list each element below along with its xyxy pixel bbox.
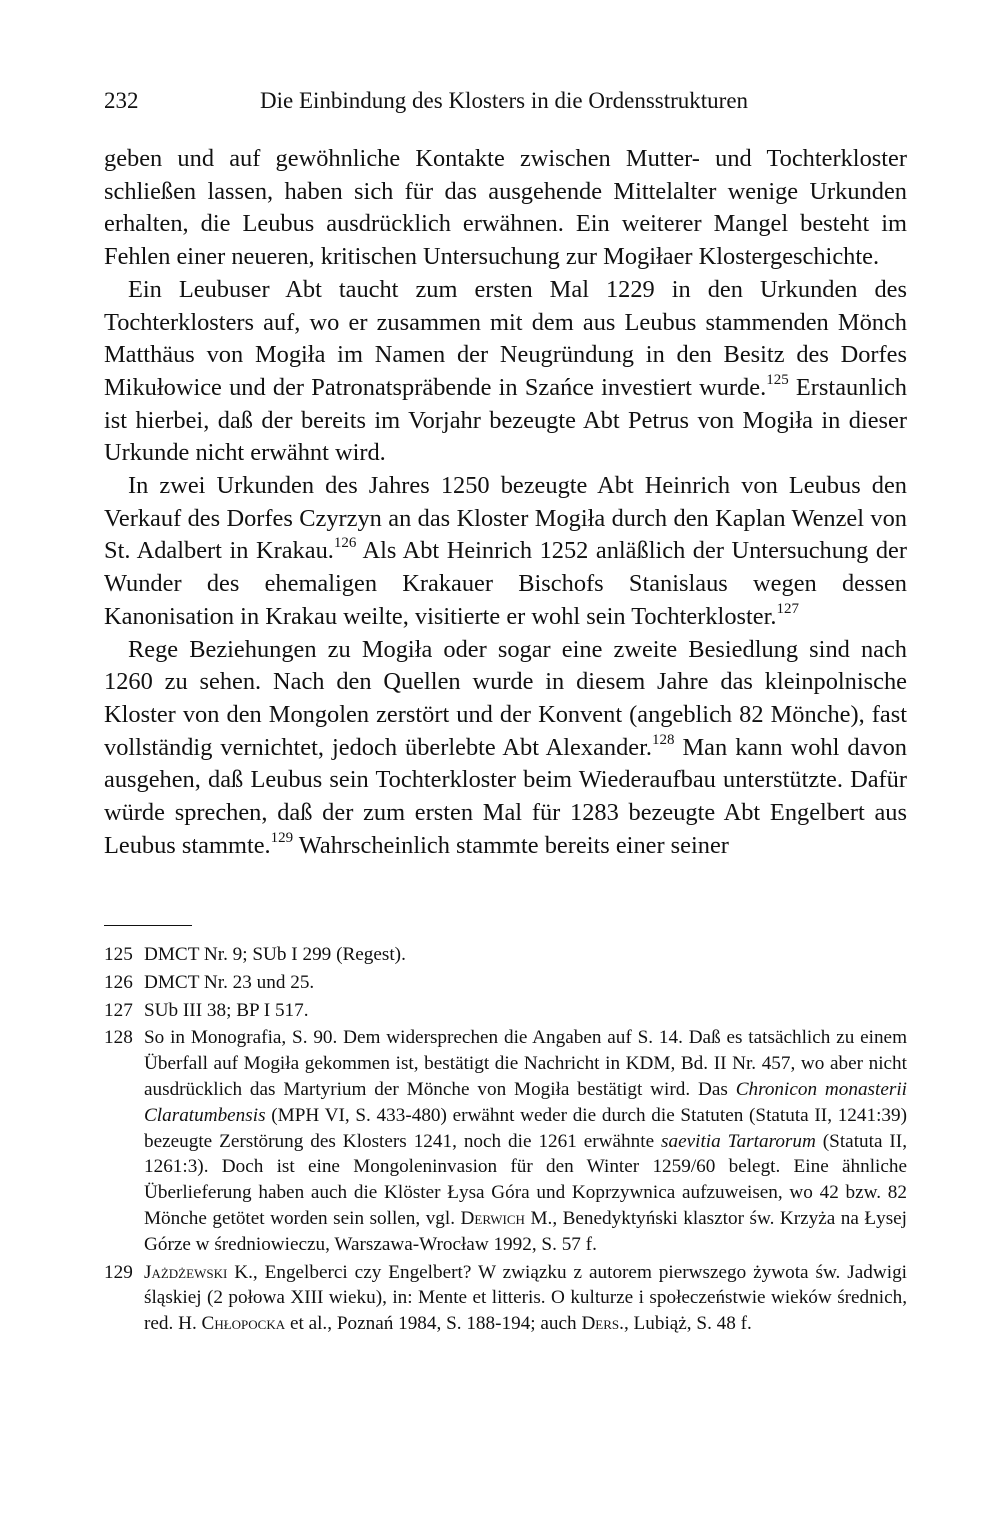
footnote-divider [104, 925, 192, 926]
paragraph-4-text-c: Wahrscheinlich stammte bereits einer seiner [293, 831, 729, 859]
footnote-author-name: Derwich [460, 1207, 525, 1229]
footnote-129 [104, 1260, 907, 1337]
footnote-ref-129[interactable]: 129 [270, 829, 294, 846]
footnote-ref-127[interactable]: 127 [776, 600, 799, 617]
paragraph-3 [104, 470, 907, 634]
footnote-text-d: M., Benedyktyński klasztor św. Krzyża na Łysej Górze w średniowieczu, Warszawa-Wrocław 1992, S. 57 f. [144, 1207, 908, 1255]
footnote-text-b: et al., Poznań 1984, S. 188-194; auch [285, 1313, 582, 1335]
paragraph-2 [104, 274, 907, 470]
footnote-text: DMCT Nr. 9; SUb I 299 (Regest). [144, 944, 406, 965]
footnote-text-a: So in Monografia, S. 90. Dem widersprechen die Angaben auf S. 14. Daß es tatsächlich zu einem Überfall auf Mogiła gekommen ist, bestätigt die Nachricht in KDM, Bd. II Nr. 457, wo aber nicht ausdrücklich das Martyrium der Mönche von Mogiła bestätigt wird. Das [144, 1027, 907, 1100]
paragraph-1 [104, 143, 907, 274]
footnote-ref-125[interactable]: 125 [766, 371, 789, 388]
footnote-editor-name: Chłopocka [201, 1313, 286, 1335]
paragraph-2-text-b: Erstaunlich ist hierbei, daß der bereits im Vorjahr bezeugte Abt Petrus von Mogiła in dieser Urkunde nicht erwähnt wird. [104, 373, 907, 467]
main-text [104, 143, 907, 862]
footnote-text-a: K., Engelberci czy Engelbert? W związku z autorem pierwszego żywota św. Jadwigi śląskiej (2 połowa XIII wieku), in: Mente et litteris. O kulturze i społeczeństwie wieków średnich, red. H. [144, 1261, 907, 1335]
footnote-author-ders: Ders. [581, 1313, 624, 1335]
footnotes [104, 942, 907, 1339]
footnote-italic-title: Chronicon monasterii Claratumbensis [144, 1078, 907, 1126]
footnote-number: 125 [104, 944, 133, 965]
running-title: Die Einbindung des Klosters in die Ordensstrukturen [260, 88, 749, 113]
footnote-text-b: (MPH VI, S. 433-480) erwähnt weder die durch die Statuten (Statuta II, 1241:39) bezeugte Zerstörung des Klosters 1241, noch die 1261 erwähnte [144, 1104, 907, 1152]
footnote-author-name: Jażdżewski [144, 1261, 228, 1283]
footnote-text-c: (Statuta II, 1261:3). Doch ist eine Mongoleninvasion für den Winter 1259/60 belegt. Eine ähnliche Überlieferung haben auch die Klöster Łysa Góra und Koprzywnica aufzuweisen, wo 42 bzw. 82 Mönche getötet worden sein sollen, vgl. [144, 1130, 907, 1229]
footnote-number: 126 [104, 971, 133, 993]
footnote-ref-128[interactable]: 128 [651, 731, 675, 748]
footnote-number: 127 [104, 999, 133, 1021]
paragraph-3-text-b: Als Abt Heinrich 1252 anläßlich der Untersuchung der Wunder des ehemaligen Krakauer Bischofs Stanislaus wegen dessen Kanonisation in Krakau weilte, visitierte er wohl sein Tochterkloster. [104, 537, 907, 630]
footnote-128 [104, 1025, 907, 1257]
footnote-number: 129 [104, 1261, 133, 1283]
paragraph-3-text-a: In zwei Urkunden des Jahres 1250 bezeugte Abt Heinrich von Leubus den Verkauf des Dorfes Czyrzyn an das Kloster Mogiła durch den Kaplan Wenzel von St. Adalbert in Krakau. [104, 472, 907, 565]
paragraph-1-text: geben und auf gewöhnliche Kontakte zwischen Mutter- und Tochterkloster schließen lassen, haben sich für das ausgehende Mittelalter wenige Urkunden erhalten, die Leubus ausdrücklich erwähnen. Ein weiterer Mangel besteht im Fehlen einer neueren, kritischen Untersuchung zur Mogiłaer Klostergeschichte. [104, 145, 907, 271]
footnote-text-c: , Lubiąż, S. 48 f. [623, 1313, 752, 1335]
paragraph-2-text-a: Ein Leubuser Abt taucht zum ersten Mal 1229 in den Urkunden des Tochterklosters auf, wo er zusammen mit dem aus Leubus stammenden Mönch Matthäus von Mogiła im Namen der Neugründung in den Besitz des Dorfes Mikułowice und der Patronatspräbende in Szańce investiert wurde. [104, 275, 907, 401]
footnote-text: SUb III 38; BP I 517. [144, 999, 309, 1021]
page-number: 232 [104, 88, 139, 113]
paragraph-4-text-b: Man kann wohl davon ausgehen, daß Leubus sein Tochterkloster beim Wiederaufbau unterstützte. Dafür würde sprechen, daß der zum ersten Mal für 1283 bezeugte Abt Engelbert aus Leubus stammte. [104, 733, 907, 859]
footnote-number: 128 [104, 1027, 133, 1049]
footnote-italic-phrase: saevitia Tartarorum [661, 1130, 816, 1152]
footnote-126 [104, 970, 907, 996]
footnote-ref-126[interactable]: 126 [333, 535, 357, 552]
paragraph-4 [104, 634, 907, 863]
paragraph-4-text-a: Rege Beziehungen zu Mogiła oder sogar eine zweite Besiedlung sind nach 1260 zu sehen. Nach den Quellen wurde in diesem Jahre das kleinpolnische Kloster von den Mongolen zerstört und der Konvent (angeblich 82 Mönche), fast vollständig vernichtet, jedoch überlebte Abt Alexander. [104, 635, 907, 761]
footnote-125 [104, 942, 907, 968]
footnote-127 [104, 998, 907, 1024]
footnote-text: DMCT Nr. 23 und 25. [144, 971, 315, 993]
